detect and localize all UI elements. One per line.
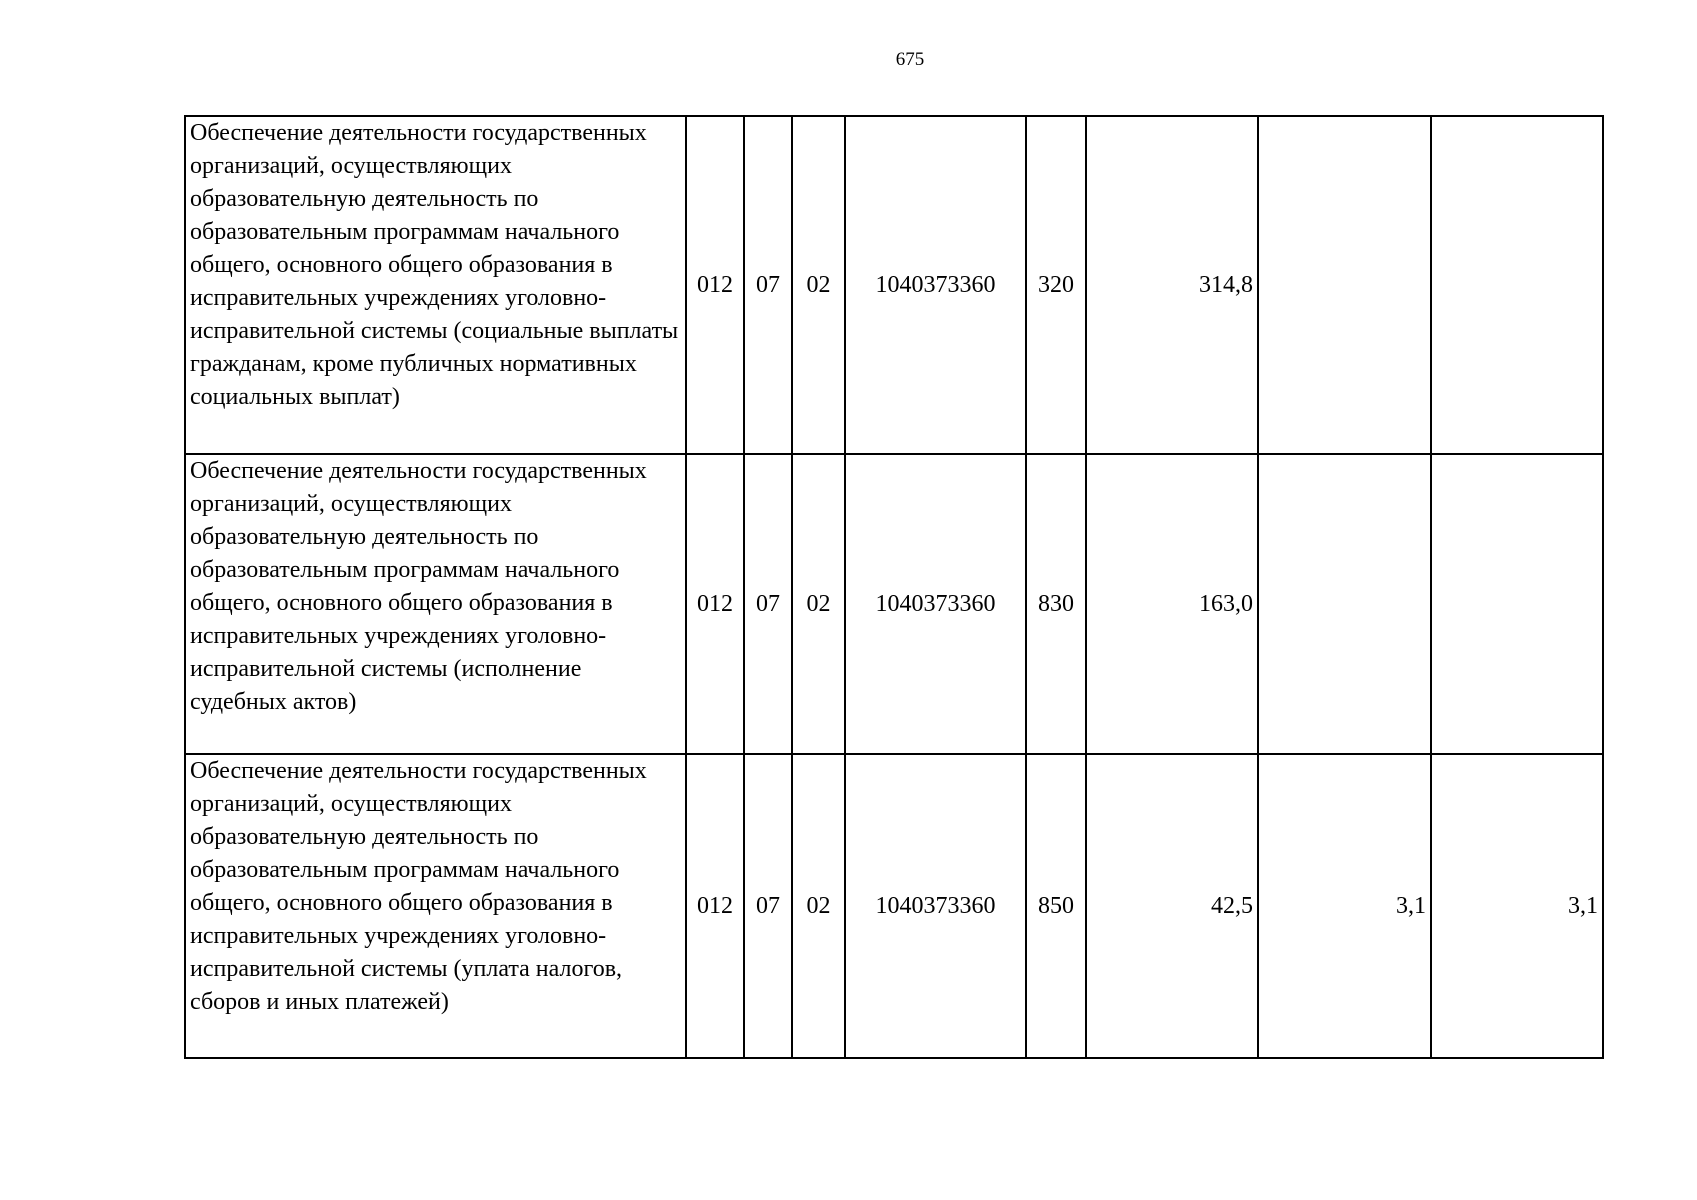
section-code-cell: 07 bbox=[744, 754, 792, 1058]
amount-3-cell bbox=[1431, 454, 1603, 754]
subsection-code-cell: 02 bbox=[792, 754, 845, 1058]
amount-1-cell: 163,0 bbox=[1086, 454, 1258, 754]
amount-3-cell bbox=[1431, 116, 1603, 454]
target-article-cell: 1040373360 bbox=[845, 754, 1026, 1058]
amount-2-cell bbox=[1258, 454, 1431, 754]
expense-type-cell: 850 bbox=[1026, 754, 1086, 1058]
amount-2-cell: 3,1 bbox=[1258, 754, 1431, 1058]
subsection-code-cell: 02 bbox=[792, 454, 845, 754]
ministry-code-cell: 012 bbox=[686, 454, 744, 754]
expense-type-cell: 320 bbox=[1026, 116, 1086, 454]
amount-1-cell: 42,5 bbox=[1086, 754, 1258, 1058]
page-number: 675 bbox=[895, 49, 925, 70]
section-code-cell: 07 bbox=[744, 454, 792, 754]
section-code-cell: 07 bbox=[744, 116, 792, 454]
ministry-code-cell: 012 bbox=[686, 754, 744, 1058]
row-name-cell: Обеспечение деятельности государственных организаций, осуществляющих образовательную деятельность по образовательным программам начального общего, основного общего образования в исправительных учреждениях уголовно-исправительной системы (социальные выплаты гражданам, кроме публичных нормативных социальных выплат) bbox=[185, 116, 686, 454]
budget-table bbox=[184, 115, 1604, 1059]
row-name-cell: Обеспечение деятельности государственных организаций, осуществляющих образовательную деятельность по образовательным программам начального общего, основного общего образования в исправительных учреждениях уголовно-исправительной системы (исполнение судебных актов) bbox=[185, 454, 686, 754]
table-row bbox=[185, 454, 1603, 754]
table-row bbox=[185, 754, 1603, 1058]
amount-2-cell bbox=[1258, 116, 1431, 454]
expense-type-cell: 830 bbox=[1026, 454, 1086, 754]
table-row bbox=[185, 116, 1603, 454]
row-name-cell: Обеспечение деятельности государственных организаций, осуществляющих образовательную деятельность по образовательным программам начального общего, основного общего образования в исправительных учреждениях уголовно-исправительной системы (уплата налогов, сборов и иных платежей) bbox=[185, 754, 686, 1058]
amount-3-cell: 3,1 bbox=[1431, 754, 1603, 1058]
subsection-code-cell: 02 bbox=[792, 116, 845, 454]
ministry-code-cell: 012 bbox=[686, 116, 744, 454]
amount-1-cell: 314,8 bbox=[1086, 116, 1258, 454]
target-article-cell: 1040373360 bbox=[845, 454, 1026, 754]
target-article-cell: 1040373360 bbox=[845, 116, 1026, 454]
